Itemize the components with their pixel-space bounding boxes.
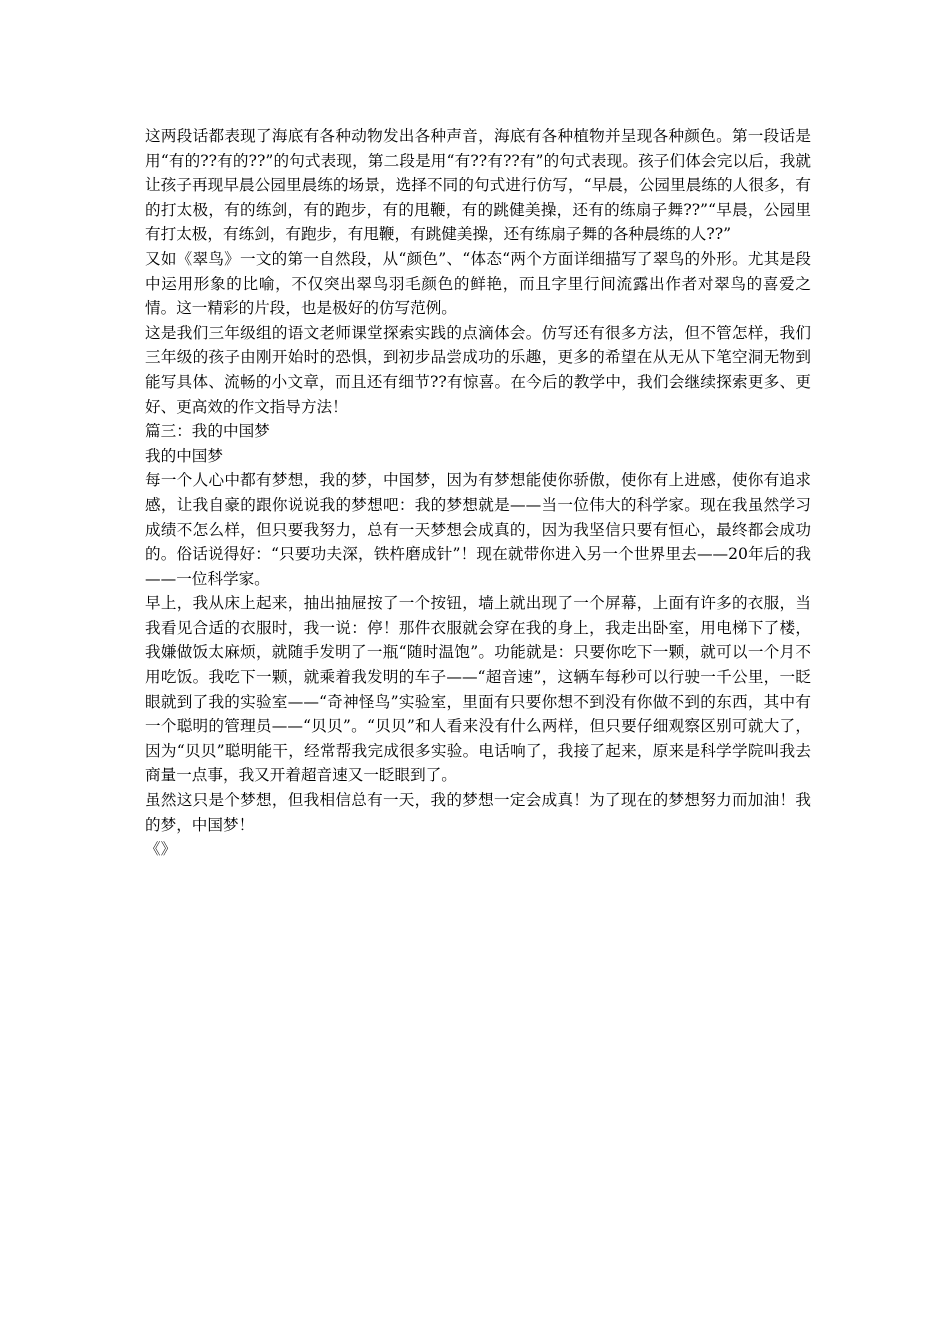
paragraph-dream-intro: 每一个人心中都有梦想，我的梦，中国梦，因为有梦想能使你骄傲，使你有上进感，使你有追求感，让我自豪的跟你说说我的梦想吧：我的梦想就是——当一位伟大的科学家。现在我虽然学习成绩不怎么样，但只要我努力，总有一天梦想会成真的，因为我坚信只要有恒心，最终都会成功的。俗话说得好：“只要功夫深，铁杵磨成针”！现在就带你进入另一个世界里去——20年后的我——一位科学家。 bbox=[145, 471, 811, 588]
paragraph-summary: 这是我们三年级组的语文老师课堂探索实践的点滴体会。仿写还有很多方法，但不管怎样，我们三年级的孩子由刚开始时的恐惧，到初步品尝成功的乐趣，更多的希望在从无从下笔空洞无物到能写具体、流畅的小文章，而且还有细节??有惊喜。在今后的教学中，我们会继续探索更多、更好、更高效的作文指导方法！ bbox=[145, 323, 811, 416]
essay-title: 我的中国梦 bbox=[145, 446, 223, 465]
document-body bbox=[145, 124, 811, 862]
section-heading: 篇三：我的中国梦 bbox=[145, 422, 270, 441]
paragraph-imitation-analysis: 这两段话都表现了海底有各种动物发出各种声音，海底有各种植物并呈现各种颜色。第一段话是用“有的??有的??”的句式表现，第二段是用“有??有??有”的句式表现。孩子们体会完以后，我就让孩子再现早晨公园里晨练的场景，选择不同的句式进行仿写，“早晨，公园里晨练的人很多，有的打太极，有的练剑，有的跑步，有的甩鞭，有的跳健美操，还有的练扇子舞??”“早晨，公园里有打太极，有练剑，有跑步，有甩鞭，有跳健美操，还有练扇子舞的各种晨练的人??” bbox=[145, 127, 811, 244]
paragraph-kingfisher-example: 又如《翠鸟》一文的第一自然段，从“颜色”、“体态“两个方面详细描写了翠鸟的外形。尤其是段中运用形象的比喻，不仅突出翠鸟羽毛颜色的鲜艳，而且字里行间流露出作者对翠鸟的喜爱之情。这一精彩的片段，也是极好的仿写范例。 bbox=[145, 249, 811, 318]
paragraph-brackets: 《》 bbox=[145, 840, 177, 859]
paragraph-morning-story: 早上，我从床上起来，抽出抽屉按了一个按钮，墙上就出现了一个屏幕，上面有许多的衣服，当我看见合适的衣服时，我一说：停！那件衣服就会穿在我的身上，我走出卧室，用电梯下了楼，我嫌做饭太麻烦，就随手发明了一瓶“随时温饱”。功能就是：只要你吃下一颗，就可以一个月不用吃饭。我吃下一颗，就乘着我发明的车子——“超音速”，这辆车每秒可以行驶一千公里，一眨眼就到了我的实验室——“奇神怪鸟”实验室，里面有只要你想不到没有你做不到的东西，其中有一个聪明的管理员——“贝贝”。“贝贝”和人看来没有什么两样，但只要仔细观察区别可就大了，因为“贝贝”聪明能干，经常帮我完成很多实验。电话响了，我接了起来，原来是科学学院叫我去商量一点事，我又开着超音速又一眨眼到了。 bbox=[145, 594, 811, 785]
paragraph-conclusion: 虽然这只是个梦想，但我相信总有一天，我的梦想一定会成真！为了现在的梦想努力而加油！我的梦，中国梦！ bbox=[145, 791, 811, 834]
